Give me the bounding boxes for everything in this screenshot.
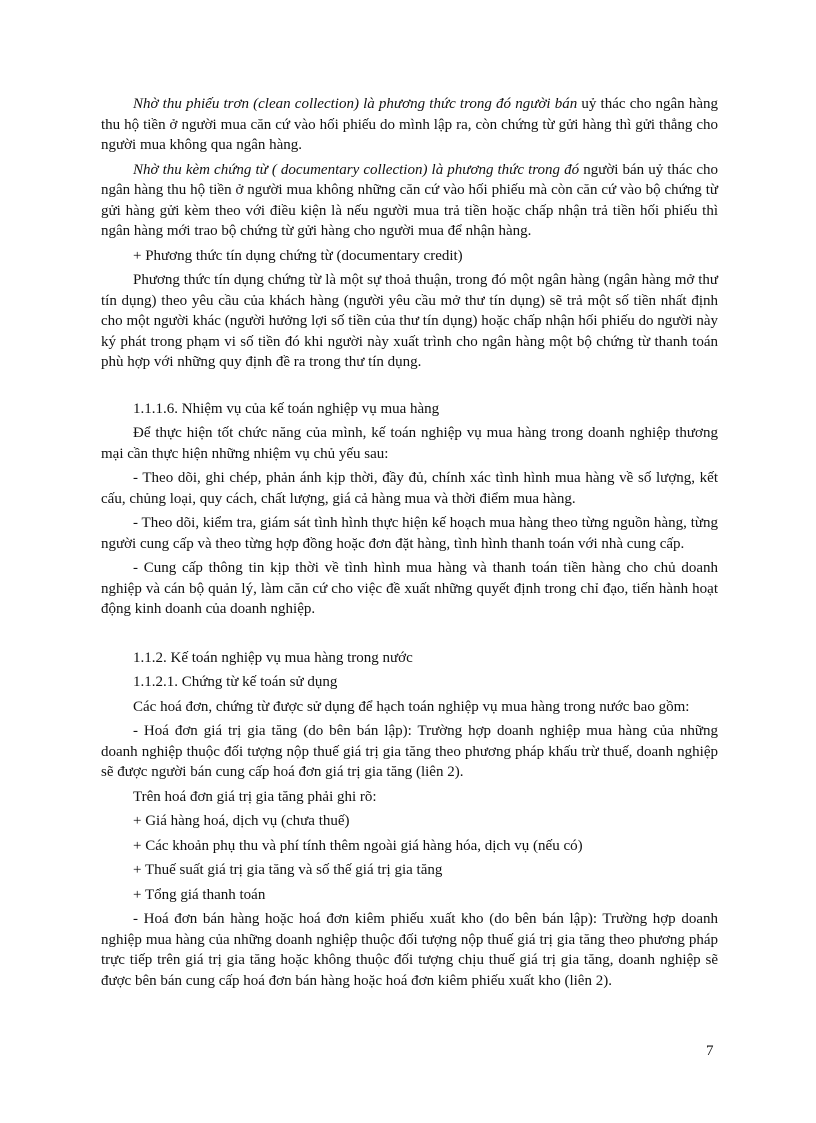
vat-item: + Tổng giá thanh toán xyxy=(133,886,266,903)
page-number: 7 xyxy=(706,1043,714,1059)
task-item: - Theo dõi, ghi chép, phản ánh kịp thời, đầy đủ, chính xác tình hình mua hàng về số lượng, kết cấu, chủng loại, quy cách, chất lượng, giá cả hàng mua và thời điểm mua hàng. xyxy=(101,470,718,507)
heading-112: 1.1.2. Kế toán nghiệp vụ mua hàng trong nước xyxy=(133,649,413,666)
task-item: - Theo dõi, kiểm tra, giám sát tình hình thực hiện kế hoạch mua hàng theo từng nguồn hàng, từng người cung cấp và theo từng hợp đồng hoặc đơn đặt hàng, tình hình thanh toán với nhà cung cấp. xyxy=(101,515,718,552)
paragraph-vat-invoice: - Hoá đơn giá trị gia tăng (do bên bán lập): Trường hợp doanh nghiệp mua hàng của những doanh nghiệp thuộc đối tượng nộp thuế giá trị gia tăng theo phương pháp khấu trừ thuế, doanh nghiệp sẽ được người bán cung cấp hoá đơn giá trị gia tăng (liên 2). xyxy=(101,723,718,780)
heading-1121: 1.1.2.1. Chứng từ kế toán sử dụng xyxy=(133,674,338,690)
paragraph-documentary-credit: Phương thức tín dụng chứng từ là một sự thoả thuận, trong đó một ngân hàng (ngân hàng mở thư tín dụng) theo yêu cầu của khách hàng (người yêu cầu mở thư tín dụng) sẽ trả một số tiền nhất định cho một người khác (người hưởng lợi số tiền của thư tín dụng) hoặc chấp nhận hối phiếu do người này ký phát trong phạm vi số tiền đó khi người này xuất trình cho ngân hàng một bộ chứng từ thanh toán phù hợp với những quy định đề ra trong thư tín dụng. xyxy=(101,272,718,370)
paragraph-documentary-collection xyxy=(101,160,718,242)
definition-documentary-collection: người bán uỷ thác cho ngân hàng thu hộ tiền ở người mua không những căn cứ vào hối phiếu mà còn căn cứ vào bộ chứng từ gửi hàng gửi kèm theo với điều kiện là nếu người mua trả tiền hoặc chấp nhận trả tiền hối phiếu thì ngân hàng mới trao bộ chứng từ gửi hàng cho người mua để nhận hàng. xyxy=(101,161,719,239)
heading-1116: 1.1.1.6. Nhiệm vụ của kế toán nghiệp vụ mua hàng xyxy=(133,400,440,417)
paragraph-vat-lead: Trên hoá đơn giá trị gia tăng phải ghi rõ: xyxy=(133,788,377,805)
paragraph-documents-intro: Các hoá đơn, chứng từ được sử dụng để hạch toán nghiệp vụ mua hàng trong nước bao gồm: xyxy=(133,698,690,715)
task-item: - Cung cấp thông tin kịp thời về tình hình mua hàng và thanh toán tiền hàng cho chủ doanh nghiệp và cán bộ quản lý, làm căn cứ cho việc đề xuất những quyết định trong chỉ đạo, tiến hành hoạt động kinh doanh của doanh nghiệp. xyxy=(101,560,718,617)
term-clean-collection: Nhờ thu phiếu trơn (clean collection) là phương thức trong đó người bán xyxy=(133,96,578,112)
item-documentary-credit: + Phương thức tín dụng chứng từ (documentary credit) xyxy=(133,247,463,264)
vat-item: + Thuế suất giá trị gia tăng và số thế giá trị gia tăng xyxy=(133,862,443,878)
term-documentary-collection: Nhờ thu kèm chứng từ ( documentary collection) là phương thức trong đó xyxy=(133,161,580,178)
vat-item: + Giá hàng hoá, dịch vụ (chưa thuế) xyxy=(133,813,350,829)
paragraph-clean-collection xyxy=(101,94,718,156)
document-body xyxy=(101,94,718,995)
vat-item: + Các khoản phụ thu và phí tính thêm ngoài giá hàng hóa, dịch vụ (nếu có) xyxy=(133,837,583,854)
paragraph-sales-invoice: - Hoá đơn bán hàng hoặc hoá đơn kiêm phiếu xuất kho (do bên bán lập): Trường hợp doanh nghiệp mua hàng của những doanh nghiệp thuộc đối tượng nộp thuế giá trị gia tăng theo phương pháp trực tiếp trên giá trị gia tăng hoặc không thuộc đối tượng chịu thuế giá trị gia tăng, doanh nghiệp sẽ được bên bán cung cấp hoá đơn bán hàng hoặc hoá đơn kiêm phiếu xuất kho (liên 2). xyxy=(101,911,718,989)
definition-clean-collection: uỷ thác cho ngân hàng thu hộ tiền ở người mua căn cứ vào hối phiếu do mình lập ra, còn chứng từ gửi hàng thì gửi thẳng cho người mua không qua ngân hàng. xyxy=(101,96,718,153)
paragraph-tasks-intro: Để thực hiện tốt chức năng của mình, kế toán nghiệp vụ mua hàng trong doanh nghiệp thương mại cần thực hiện những nhiệm vụ chủ yếu sau: xyxy=(101,425,718,462)
